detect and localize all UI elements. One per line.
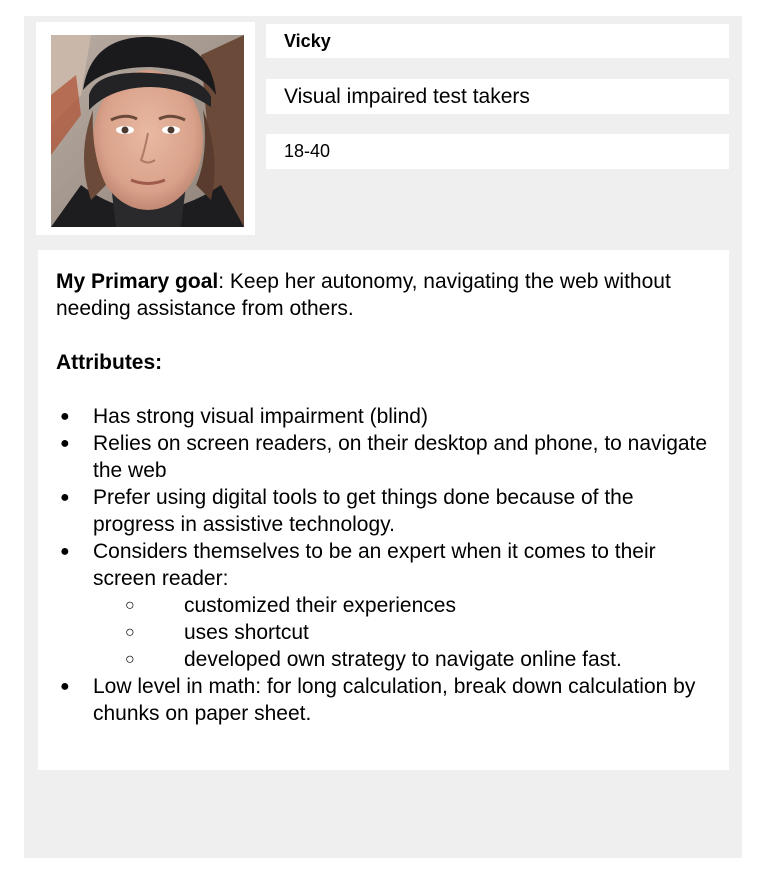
list-item-text: Low level in math: for long calculation, break down calculation by chunks on paper sheet. (93, 675, 696, 725)
photo-frame (36, 22, 255, 235)
primary-goal (56, 268, 711, 322)
attributes-heading: Attributes: (56, 351, 163, 374)
list-item-text: Relies on screen readers, on their desktop and phone, to navigate the web (93, 432, 708, 482)
persona-name-field (266, 24, 729, 58)
primary-goal-label: My Primary goal (56, 270, 219, 293)
sub-list-item (93, 619, 711, 646)
bullet-icon: ● (60, 489, 70, 506)
persona-details (38, 250, 729, 770)
list-item-text: Considers themselves to be an expert when it comes to their screen reader: (93, 540, 656, 590)
hollow-bullet-icon: ○ (125, 597, 135, 614)
sub-list-item-text: uses shortcut (184, 621, 309, 644)
sub-list-item-text: customized their experiences (184, 594, 456, 617)
bullet-icon: ● (60, 678, 70, 695)
primary-goal-text: : Keep her autonomy, navigating the web without needing assistance from others. (56, 270, 671, 320)
list-item-text: Prefer using digital tools to get things done because of the progress in assistive technology. (93, 486, 634, 536)
hollow-bullet-icon: ○ (125, 651, 135, 668)
sub-list-item (93, 646, 711, 673)
persona-age-field (266, 134, 729, 169)
hollow-bullet-icon: ○ (125, 624, 135, 641)
persona-age-range: 18-40 (284, 141, 331, 161)
list-item-text: Has strong visual impairment (blind) (93, 405, 428, 428)
list-item (56, 538, 711, 673)
bullet-icon: ● (60, 543, 70, 560)
bullet-icon: ● (60, 408, 70, 425)
sub-list-item (93, 592, 711, 619)
list-item (56, 484, 711, 538)
bullet-icon: ● (60, 435, 70, 452)
attributes-list (56, 403, 711, 727)
list-item (56, 403, 711, 430)
sub-list (93, 592, 711, 673)
list-item (56, 430, 711, 484)
persona-group-field (266, 79, 729, 114)
persona-name: Vicky (284, 30, 331, 51)
portrait-photo (51, 35, 244, 227)
sub-list-item-text: developed own strategy to navigate online fast. (184, 648, 622, 671)
persona-group: Visual impaired test takers (284, 84, 530, 108)
list-item (56, 673, 711, 727)
persona-card (24, 16, 742, 858)
